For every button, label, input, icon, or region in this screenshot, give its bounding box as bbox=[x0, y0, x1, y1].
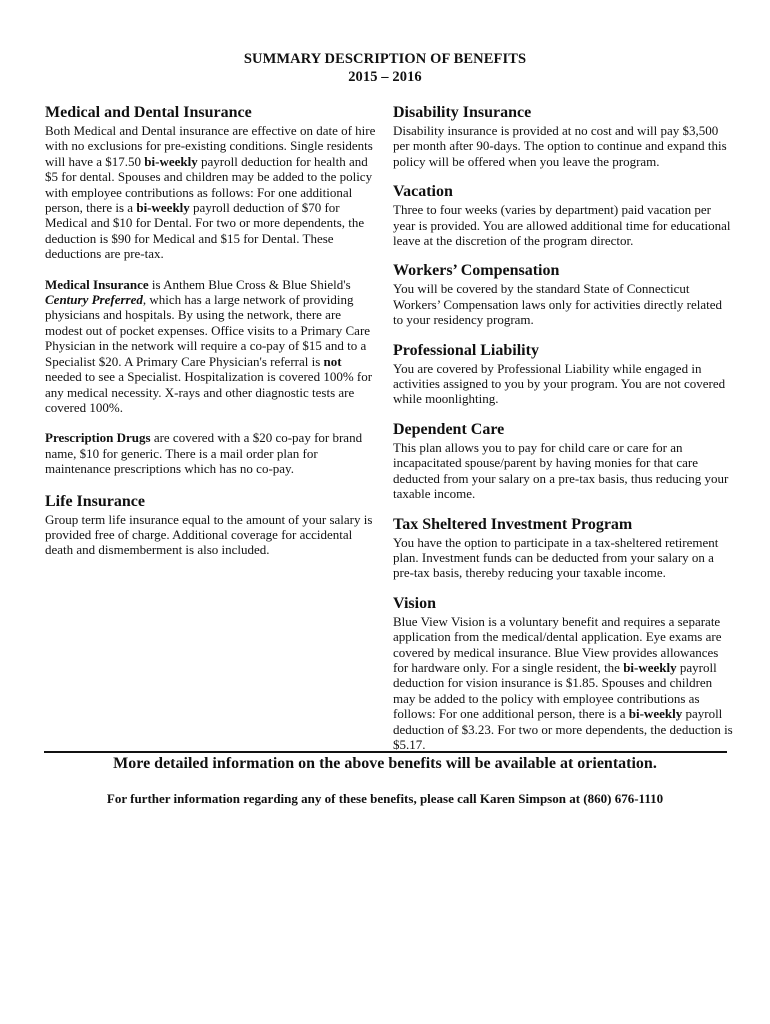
vacation-text: Three to four weeks (varies by department) paid vacation per year is provided. You are allowed additional time for educational leave at the discretion of the program director. bbox=[393, 202, 731, 249]
label-prescription-drugs: Prescription Drugs bbox=[45, 430, 151, 446]
left-column bbox=[45, 103, 381, 558]
text-run: needed to see a Specialist. Hospitalization is covered 100% for any medical necessity. X-rays and other diagnostic tests are covered 100%. bbox=[45, 369, 373, 415]
section-workers-compensation bbox=[393, 261, 733, 327]
horizontal-rule bbox=[44, 751, 727, 753]
text-run: is Anthem Blue Cross & Blue Shield's bbox=[148, 276, 351, 292]
workers-compensation-text: You will be covered by the standard State of Connecticut Workers’ Compensation laws only for activities directly related to your residency program. bbox=[393, 281, 723, 328]
label-medical-insurance: Medical Insurance bbox=[45, 276, 149, 292]
professional-liability-text: You are covered by Professional Liability while engaged in activities assigned to you by your program. You are not covered while moonlighting. bbox=[393, 360, 726, 407]
section-medical-dental bbox=[45, 103, 381, 477]
heading-vision: Vision bbox=[393, 594, 436, 612]
heading-tax-sheltered: Tax Sheltered Investment Program bbox=[393, 515, 633, 533]
heading-professional-liability: Professional Liability bbox=[393, 341, 539, 359]
heading-workers-compensation: Workers’ Compensation bbox=[393, 262, 560, 280]
text-run: payroll deduction of $3.23. For two or more dependents, the deduction is $5.17. bbox=[393, 706, 733, 752]
section-professional-liability bbox=[393, 341, 733, 407]
text-run: , which has a large network of providing physicians and hospitals. By using the network, there are modest out of pocket expenses. Office visits to a Primary Care Physician in the network will require a co-pay of $15 and to a Specialist $20. A Primary Care Physician's referral is bbox=[45, 292, 371, 369]
text-run: payroll deduction for health and $5 for dental. Spouses and children may be added to the policy with employee contributions as follows: For one additional person, there is a bbox=[45, 153, 373, 216]
section-life-insurance bbox=[45, 492, 381, 558]
section-disability bbox=[393, 103, 733, 169]
heading-dependent-care: Dependent Care bbox=[393, 420, 505, 438]
text-run: are covered with a $20 co-pay for brand name, $10 for generic. There is a mail order plan for maintenance prescriptions which has no co-pay. bbox=[45, 430, 363, 477]
life-insurance-text: Group term life insurance equal to the amount of your salary is provided free of charge. Additional coverage for accidental death and dismemberment is also included. bbox=[45, 511, 373, 558]
text-run: payroll deduction of $70 for Medical and $10 for Dental. For two or more dependents, the deduction is $90 for Medical and $15 for Dental. These deductions are pre-tax. bbox=[45, 200, 365, 262]
heading-life-insurance: Life Insurance bbox=[45, 492, 145, 510]
medical-insurance-text bbox=[45, 277, 381, 416]
prescription-text bbox=[45, 430, 381, 476]
text-run: Both Medical and Dental insurance are effective on date of hire with no exclusions for pre-existing conditions. Single residents will have a $17.50 bbox=[45, 123, 376, 169]
heading-disability: Disability Insurance bbox=[393, 104, 532, 121]
heading-vacation: Vacation bbox=[393, 183, 453, 201]
document-title: SUMMARY DESCRIPTION OF BENEFITS bbox=[243, 51, 527, 67]
section-vision bbox=[393, 594, 733, 753]
contact-line: For further information regarding any of these benefits, please call Karen Simpson at (860) 676-1110 bbox=[106, 791, 664, 806]
text-run: Blue View Vision is a voluntary benefit and requires a separate application from the medical/dental application. Eye exams are covered by medical insurance. Blue View provides allowances for hardware only. For a single resident, the bbox=[393, 613, 722, 675]
tax-sheltered-text: You have the option to participate in a tax-sheltered retirement plan. Investment funds can be deducted from your salary on a pre-tax basis, thereby reducing your taxable income. bbox=[393, 534, 719, 581]
section-dependent-care bbox=[393, 420, 733, 502]
plan-name: Century Preferred bbox=[45, 292, 143, 308]
section-vacation bbox=[393, 182, 733, 248]
emphasis-biweekly: bi-weekly bbox=[144, 153, 198, 169]
closing-statement: More detailed information on the above benefits will be available at orientation. bbox=[113, 755, 657, 772]
emphasis-biweekly: bi-weekly bbox=[628, 706, 683, 722]
emphasis-biweekly: bi-weekly bbox=[623, 659, 677, 675]
heading-medical-dental: Medical and Dental Insurance bbox=[45, 104, 252, 121]
emphasis-biweekly: bi-weekly bbox=[136, 200, 190, 216]
emphasis-not: not bbox=[323, 353, 342, 369]
right-column bbox=[393, 103, 733, 752]
document-years: 2015 – 2016 bbox=[348, 69, 422, 85]
disability-text: Disability insurance is provided at no cost and will pay $3,500 per month after 90-days. The option to continue and expand this policy will be offered when you leave the program. bbox=[393, 123, 727, 169]
text-run: payroll deduction for vision insurance is $1.85. Spouses and children may be added to the policy with employee contributions as follows: For one additional person, there is a bbox=[393, 659, 717, 722]
section-tax-sheltered bbox=[393, 515, 733, 581]
medical-dental-text bbox=[45, 123, 381, 262]
vision-text bbox=[393, 614, 733, 753]
dependent-care-text: This plan allows you to pay for child care or care for an incapacitated spouse/parent by having monies for that care deducted from your salary on a pre-tax basis, thus reducing your taxable income. bbox=[393, 439, 729, 502]
